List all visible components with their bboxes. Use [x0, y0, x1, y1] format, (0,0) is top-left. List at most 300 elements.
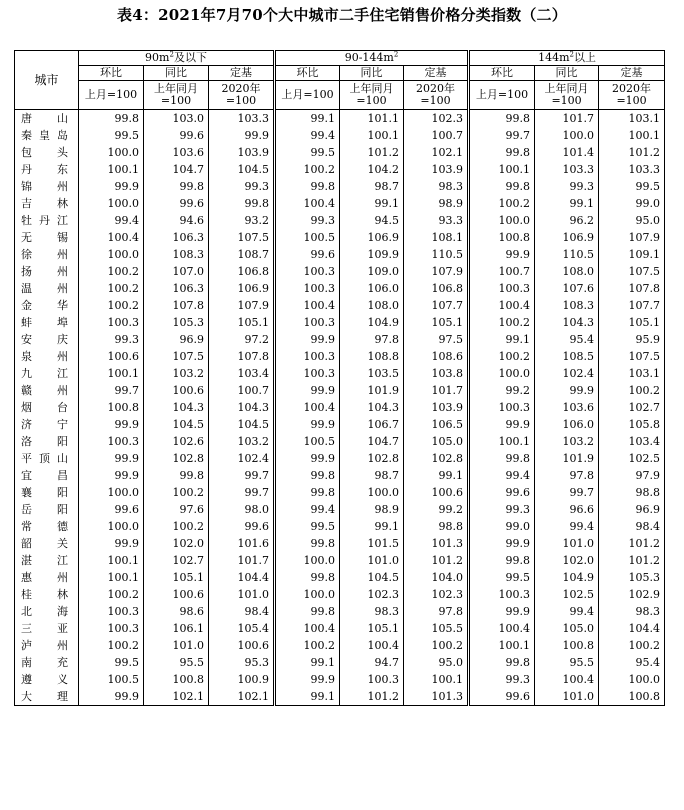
city-cell	[15, 688, 79, 706]
sub-header-yoy: 同比	[144, 66, 209, 81]
index-value-cell: 100.2	[144, 484, 209, 501]
index-value-cell: 100.5	[79, 671, 144, 688]
group-header-90-144: $90-144m^2$	[275, 51, 469, 66]
sub-header-fixed-base: 定基	[599, 66, 665, 81]
index-value-cell: 102.3	[340, 586, 404, 603]
index-value-cell: 100.3	[469, 280, 535, 297]
index-value-cell: 95.4	[599, 654, 665, 671]
city-name: 牡丹江	[21, 213, 68, 227]
index-value-cell: 103.8	[404, 365, 469, 382]
index-value-cell: 94.5	[340, 212, 404, 229]
index-value-cell: 99.8	[275, 484, 340, 501]
index-value-cell: 99.8	[79, 110, 144, 128]
index-value-cell: 102.4	[535, 365, 599, 382]
base-header-same-month-last-year: 上年同月=100	[535, 81, 599, 110]
index-value-cell: 100.0	[535, 127, 599, 144]
base-header-last-month: 上月=100	[275, 81, 340, 110]
index-value-cell: 99.4	[469, 467, 535, 484]
city-name: 岳阳	[21, 502, 68, 516]
city-cell	[15, 348, 79, 365]
index-value-cell: 104.3	[209, 399, 275, 416]
index-value-cell: 101.1	[340, 110, 404, 128]
index-value-cell: 101.2	[599, 144, 665, 161]
index-value-cell: 103.3	[209, 110, 275, 128]
table-row	[15, 399, 665, 416]
index-value-cell: 104.7	[144, 161, 209, 178]
base-header-same-month-last-year: 上年同月=100	[144, 81, 209, 110]
index-value-cell: 100.4	[340, 637, 404, 654]
index-value-cell: 101.0	[144, 637, 209, 654]
city-cell	[15, 603, 79, 620]
index-value-cell: 100.0	[79, 484, 144, 501]
index-value-cell: 100.1	[79, 569, 144, 586]
city-name: 宜昌	[21, 468, 68, 482]
index-value-cell: 100.8	[599, 688, 665, 706]
index-value-cell: 100.4	[275, 195, 340, 212]
index-value-cell: 101.6	[209, 535, 275, 552]
index-value-cell: 105.0	[535, 620, 599, 637]
index-value-cell: 99.9	[79, 535, 144, 552]
index-value-cell: 99.1	[275, 654, 340, 671]
index-value-cell: 105.3	[144, 314, 209, 331]
index-value-cell: 103.1	[599, 110, 665, 128]
index-value-cell: 99.9	[469, 246, 535, 263]
index-value-cell: 107.5	[599, 348, 665, 365]
sub-header-fixed-base: 定基	[404, 66, 469, 81]
index-value-cell: 106.8	[209, 263, 275, 280]
table-row	[15, 603, 665, 620]
index-value-cell: 100.4	[469, 620, 535, 637]
index-value-cell: 107.0	[144, 263, 209, 280]
index-value-cell: 107.5	[209, 229, 275, 246]
index-value-cell: 104.2	[340, 161, 404, 178]
index-value-cell: 106.3	[144, 229, 209, 246]
index-value-cell: 100.1	[79, 365, 144, 382]
table-row	[15, 127, 665, 144]
index-value-cell: 108.5	[535, 348, 599, 365]
index-value-cell: 98.3	[404, 178, 469, 195]
index-value-cell: 99.7	[469, 127, 535, 144]
table-row	[15, 144, 665, 161]
index-value-cell: 100.0	[79, 144, 144, 161]
city-name: 无锡	[21, 230, 68, 244]
index-value-cell: 103.3	[599, 161, 665, 178]
index-value-cell: 101.2	[599, 535, 665, 552]
table-row	[15, 535, 665, 552]
index-value-cell: 99.6	[144, 127, 209, 144]
city-cell	[15, 671, 79, 688]
index-value-cell: 104.9	[340, 314, 404, 331]
index-value-cell: 100.3	[275, 365, 340, 382]
index-value-cell: 101.9	[535, 450, 599, 467]
city-cell	[15, 654, 79, 671]
index-value-cell: 99.5	[79, 127, 144, 144]
index-value-cell: 105.1	[340, 620, 404, 637]
index-value-cell: 100.6	[144, 382, 209, 399]
index-value-cell: 105.3	[599, 569, 665, 586]
index-value-cell: 99.4	[79, 212, 144, 229]
index-value-cell: 109.1	[599, 246, 665, 263]
table-row	[15, 654, 665, 671]
index-value-cell: 99.7	[535, 484, 599, 501]
table-body	[15, 110, 665, 706]
index-value-cell: 99.6	[144, 195, 209, 212]
index-value-cell: 99.4	[535, 603, 599, 620]
index-value-cell: 103.6	[535, 399, 599, 416]
index-value-cell: 96.6	[535, 501, 599, 518]
city-name: 秦皇岛	[21, 128, 68, 142]
city-name: 徐州	[21, 247, 68, 261]
index-value-cell: 100.0	[599, 671, 665, 688]
index-value-cell: 101.0	[535, 535, 599, 552]
sub-header-fixed-base: 定基	[209, 66, 275, 81]
index-value-cell: 101.9	[340, 382, 404, 399]
index-value-cell: 95.0	[404, 654, 469, 671]
index-value-cell: 100.3	[469, 586, 535, 603]
index-value-cell: 99.0	[469, 518, 535, 535]
index-value-cell: 93.3	[404, 212, 469, 229]
index-value-cell: 99.2	[469, 382, 535, 399]
index-value-cell: 103.1	[599, 365, 665, 382]
index-value-cell: 100.6	[144, 586, 209, 603]
price-index-table	[14, 50, 665, 706]
index-value-cell: 101.0	[535, 688, 599, 706]
index-value-cell: 104.4	[209, 569, 275, 586]
index-value-cell: 100.3	[275, 263, 340, 280]
city-cell	[15, 297, 79, 314]
index-value-cell: 108.7	[209, 246, 275, 263]
index-value-cell: 105.1	[599, 314, 665, 331]
table-row	[15, 688, 665, 706]
base-header-2020: 2020年=100	[599, 81, 665, 110]
index-value-cell: 109.0	[340, 263, 404, 280]
index-value-cell: 106.9	[535, 229, 599, 246]
city-name: 泉州	[21, 349, 68, 363]
city-name: 烟台	[21, 400, 68, 414]
city-name: 泸州	[21, 638, 68, 652]
index-value-cell: 106.9	[340, 229, 404, 246]
index-value-cell: 103.9	[404, 161, 469, 178]
index-value-cell: 99.9	[79, 178, 144, 195]
index-value-cell: 106.8	[404, 280, 469, 297]
city-name: 蚌埠	[21, 315, 68, 329]
index-value-cell: 108.8	[340, 348, 404, 365]
index-value-cell: 103.0	[144, 110, 209, 128]
index-value-cell: 110.5	[404, 246, 469, 263]
index-value-cell: 100.3	[79, 620, 144, 637]
index-value-cell: 99.8	[469, 552, 535, 569]
index-value-cell: 104.4	[599, 620, 665, 637]
index-value-cell: 103.2	[144, 365, 209, 382]
index-value-cell: 102.5	[599, 450, 665, 467]
index-value-cell: 99.5	[275, 518, 340, 535]
table-row	[15, 467, 665, 484]
index-value-cell: 98.3	[599, 603, 665, 620]
index-value-cell: 100.0	[79, 246, 144, 263]
index-value-cell: 99.8	[144, 178, 209, 195]
index-value-cell: 101.7	[404, 382, 469, 399]
index-value-cell: 98.7	[340, 467, 404, 484]
index-value-cell: 100.1	[469, 637, 535, 654]
index-value-cell: 99.8	[275, 467, 340, 484]
index-value-cell: 104.0	[404, 569, 469, 586]
city-cell	[15, 484, 79, 501]
index-value-cell: 100.6	[209, 637, 275, 654]
index-value-cell: 100.4	[275, 399, 340, 416]
city-cell	[15, 382, 79, 399]
index-value-cell: 100.4	[469, 297, 535, 314]
table-row	[15, 110, 665, 128]
index-value-cell: 101.3	[404, 535, 469, 552]
index-value-cell: 96.9	[599, 501, 665, 518]
table-row	[15, 195, 665, 212]
city-cell	[15, 569, 79, 586]
index-value-cell: 102.3	[404, 110, 469, 128]
index-value-cell: 100.8	[535, 637, 599, 654]
city-name: 洛阳	[21, 434, 68, 448]
index-value-cell: 101.0	[209, 586, 275, 603]
index-value-cell: 102.5	[535, 586, 599, 603]
index-value-cell: 99.3	[79, 331, 144, 348]
index-value-cell: 99.7	[209, 467, 275, 484]
city-name: 平顶山	[21, 451, 68, 465]
index-value-cell: 100.1	[469, 433, 535, 450]
city-cell	[15, 178, 79, 195]
city-cell	[15, 161, 79, 178]
index-value-cell: 104.7	[340, 433, 404, 450]
city-name: 三亚	[21, 621, 68, 635]
index-value-cell: 99.4	[535, 518, 599, 535]
index-value-cell: 100.2	[599, 382, 665, 399]
index-value-cell: 107.5	[599, 263, 665, 280]
index-value-cell: 102.7	[144, 552, 209, 569]
index-value-cell: 98.4	[599, 518, 665, 535]
index-value-cell: 105.4	[209, 620, 275, 637]
table-row	[15, 586, 665, 603]
index-value-cell: 99.8	[469, 144, 535, 161]
index-value-cell: 95.4	[535, 331, 599, 348]
index-value-cell: 100.3	[79, 603, 144, 620]
index-value-cell: 103.9	[209, 144, 275, 161]
city-name: 大理	[21, 689, 68, 703]
index-value-cell: 106.0	[340, 280, 404, 297]
index-value-cell: 100.6	[79, 348, 144, 365]
index-value-cell: 101.5	[340, 535, 404, 552]
table-row	[15, 365, 665, 382]
index-value-cell: 97.2	[209, 331, 275, 348]
city-cell	[15, 450, 79, 467]
table-row	[15, 671, 665, 688]
table-row	[15, 569, 665, 586]
index-value-cell: 99.9	[79, 688, 144, 706]
city-name: 湛江	[21, 553, 68, 567]
index-value-cell: 104.3	[535, 314, 599, 331]
index-value-cell: 100.3	[79, 314, 144, 331]
index-value-cell: 102.1	[404, 144, 469, 161]
index-value-cell: 100.1	[469, 161, 535, 178]
sub-header-mom: 环比	[275, 66, 340, 81]
index-value-cell: 99.7	[79, 382, 144, 399]
index-value-cell: 99.8	[144, 467, 209, 484]
index-value-cell: 97.5	[404, 331, 469, 348]
city-name: 济宁	[21, 417, 68, 431]
index-value-cell: 99.3	[469, 501, 535, 518]
city-name: 扬州	[21, 264, 68, 278]
index-value-cell: 102.8	[144, 450, 209, 467]
index-value-cell: 100.9	[209, 671, 275, 688]
index-value-cell: 100.7	[209, 382, 275, 399]
index-value-cell: 100.8	[469, 229, 535, 246]
index-value-cell: 103.2	[209, 433, 275, 450]
index-value-cell: 103.4	[599, 433, 665, 450]
index-value-cell: 99.8	[469, 450, 535, 467]
index-value-cell: 98.6	[144, 603, 209, 620]
index-value-cell: 102.9	[599, 586, 665, 603]
index-value-cell: 100.4	[275, 297, 340, 314]
index-value-cell: 99.5	[275, 144, 340, 161]
index-value-cell: 93.2	[209, 212, 275, 229]
index-value-cell: 99.8	[275, 178, 340, 195]
index-value-cell: 108.0	[535, 263, 599, 280]
index-value-cell: 102.0	[535, 552, 599, 569]
index-value-cell: 100.2	[404, 637, 469, 654]
city-name: 惠州	[21, 570, 68, 584]
index-value-cell: 99.6	[469, 688, 535, 706]
base-header-same-month-last-year: 上年同月=100	[340, 81, 404, 110]
index-value-cell: 95.0	[599, 212, 665, 229]
index-value-cell: 104.5	[340, 569, 404, 586]
index-value-cell: 105.0	[404, 433, 469, 450]
index-value-cell: 99.8	[275, 569, 340, 586]
index-value-cell: 102.7	[599, 399, 665, 416]
city-column-header: 城市	[15, 51, 79, 110]
index-value-cell: 94.6	[144, 212, 209, 229]
city-name: 韶关	[21, 536, 68, 550]
table-row	[15, 178, 665, 195]
table-row	[15, 552, 665, 569]
sub-header-yoy: 同比	[340, 66, 404, 81]
city-cell	[15, 501, 79, 518]
index-value-cell: 106.9	[209, 280, 275, 297]
city-cell	[15, 280, 79, 297]
city-name: 襄阳	[21, 485, 68, 499]
index-value-cell: 107.6	[535, 280, 599, 297]
index-value-cell: 94.7	[340, 654, 404, 671]
city-cell	[15, 552, 79, 569]
index-value-cell: 100.7	[404, 127, 469, 144]
index-value-cell: 96.2	[535, 212, 599, 229]
table-row	[15, 161, 665, 178]
index-value-cell: 104.9	[535, 569, 599, 586]
index-value-cell: 95.5	[535, 654, 599, 671]
city-name: 温州	[21, 281, 68, 295]
table-row	[15, 348, 665, 365]
index-value-cell: 100.0	[469, 212, 535, 229]
city-name: 唐山	[21, 111, 68, 125]
city-cell	[15, 212, 79, 229]
index-value-cell: 102.8	[340, 450, 404, 467]
index-value-cell: 101.2	[599, 552, 665, 569]
index-value-cell: 98.4	[209, 603, 275, 620]
index-value-cell: 100.5	[275, 229, 340, 246]
index-value-cell: 99.6	[79, 501, 144, 518]
index-value-cell: 100.2	[79, 263, 144, 280]
index-value-cell: 102.6	[144, 433, 209, 450]
index-value-cell: 108.1	[404, 229, 469, 246]
index-value-cell: 95.9	[599, 331, 665, 348]
index-value-cell: 100.1	[79, 161, 144, 178]
index-value-cell: 99.8	[469, 654, 535, 671]
index-value-cell: 100.1	[404, 671, 469, 688]
index-value-cell: 100.0	[469, 365, 535, 382]
index-value-cell: 107.8	[599, 280, 665, 297]
index-value-cell: 97.8	[535, 467, 599, 484]
index-value-cell: 99.1	[535, 195, 599, 212]
city-cell	[15, 110, 79, 128]
index-value-cell: 100.6	[404, 484, 469, 501]
city-name: 赣州	[21, 383, 68, 397]
index-value-cell: 99.7	[209, 484, 275, 501]
index-value-cell: 99.9	[275, 382, 340, 399]
city-name: 锦州	[21, 179, 68, 193]
sub-header-yoy: 同比	[535, 66, 599, 81]
index-value-cell: 102.8	[404, 450, 469, 467]
index-value-cell: 100.4	[275, 620, 340, 637]
index-value-cell: 100.0	[275, 586, 340, 603]
index-value-cell: 95.5	[144, 654, 209, 671]
index-value-cell: 108.0	[340, 297, 404, 314]
index-value-cell: 107.5	[144, 348, 209, 365]
index-value-cell: 98.8	[599, 484, 665, 501]
index-value-cell: 99.1	[340, 195, 404, 212]
city-cell	[15, 127, 79, 144]
city-cell	[15, 637, 79, 654]
city-name: 安庆	[21, 332, 68, 346]
index-value-cell: 100.3	[340, 671, 404, 688]
index-value-cell: 100.2	[275, 637, 340, 654]
index-value-cell: 99.9	[469, 416, 535, 433]
city-cell	[15, 314, 79, 331]
city-name: 金华	[21, 298, 68, 312]
index-value-cell: 103.2	[535, 433, 599, 450]
index-value-cell: 101.4	[535, 144, 599, 161]
index-value-cell: 100.3	[469, 399, 535, 416]
index-value-cell: 104.5	[209, 416, 275, 433]
index-value-cell: 97.6	[144, 501, 209, 518]
table-row	[15, 501, 665, 518]
index-value-cell: 106.3	[144, 280, 209, 297]
base-header-2020: 2020年=100	[209, 81, 275, 110]
index-value-cell: 102.0	[144, 535, 209, 552]
index-value-cell: 106.0	[535, 416, 599, 433]
index-value-cell: 99.3	[275, 212, 340, 229]
city-cell	[15, 246, 79, 263]
index-value-cell: 102.1	[144, 688, 209, 706]
index-value-cell: 97.8	[340, 331, 404, 348]
city-name: 吉林	[21, 196, 68, 210]
index-value-cell: 99.3	[469, 671, 535, 688]
index-value-cell: 100.2	[469, 348, 535, 365]
base-header-last-month: 上月=100	[79, 81, 144, 110]
index-value-cell: 100.2	[79, 280, 144, 297]
table-row	[15, 433, 665, 450]
index-value-cell: 99.9	[469, 535, 535, 552]
index-value-cell: 96.9	[144, 331, 209, 348]
index-value-cell: 110.5	[535, 246, 599, 263]
index-value-cell: 99.1	[404, 467, 469, 484]
city-cell	[15, 620, 79, 637]
index-value-cell: 101.2	[340, 688, 404, 706]
